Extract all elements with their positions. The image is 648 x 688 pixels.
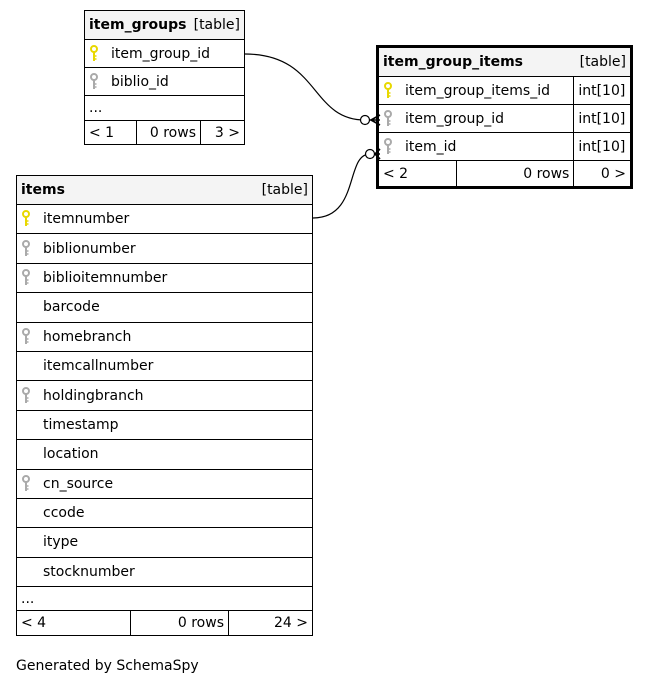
edge-items-to-item-group-items[interactable] (313, 149, 380, 218)
column-row[interactable] (17, 410, 313, 439)
column-row[interactable] (379, 133, 574, 161)
column-name: stocknumber (43, 563, 135, 580)
optional-circle-icon (361, 116, 370, 125)
row-count: 0 rows (131, 611, 229, 636)
parents-link[interactable]: < 1 (85, 121, 137, 145)
foreign-key-icon (383, 138, 405, 156)
column-name: biblioitemnumber (43, 269, 168, 286)
column-name: holdingbranch (43, 387, 144, 404)
edge-item-groups-to-item-group-items[interactable] (245, 54, 380, 125)
items-table[interactable] (16, 175, 313, 636)
table-type: [table] (261, 182, 308, 198)
more-columns: ... (17, 587, 313, 611)
column-name: barcode (43, 299, 100, 316)
column-row[interactable] (17, 322, 313, 351)
column-name: item_group_id (405, 110, 505, 127)
column-row[interactable] (17, 469, 313, 498)
foreign-key-icon (21, 387, 43, 405)
row-count: 0 rows (457, 161, 574, 187)
column-row[interactable] (17, 234, 313, 263)
foreign-key-icon (21, 328, 43, 346)
column-name: cn_source (43, 475, 114, 492)
foreign-key-icon (21, 475, 43, 493)
column-name: item_id (405, 138, 457, 155)
column-name: itype (43, 534, 79, 551)
foreign-key-icon (21, 240, 43, 258)
column-name: biblio_id (111, 73, 169, 90)
column-row[interactable] (17, 263, 313, 292)
column-row[interactable] (85, 68, 245, 96)
column-row[interactable] (17, 205, 313, 234)
primary-key-icon (21, 210, 43, 228)
column-row[interactable] (17, 293, 313, 322)
children-link[interactable]: 24 > (229, 611, 313, 636)
children-link[interactable]: 3 > (201, 121, 245, 145)
column-name: biblionumber (43, 240, 136, 257)
column-row[interactable] (17, 498, 313, 527)
item-group-items-table[interactable] (378, 47, 631, 187)
column-datatype: int[10] (574, 133, 631, 161)
column-row[interactable] (85, 40, 245, 68)
table-header (379, 48, 631, 77)
row-count: 0 rows (137, 121, 201, 145)
column-name: ccode (43, 505, 85, 522)
column-datatype: int[10] (574, 105, 631, 133)
table-name: item_groups (89, 17, 187, 33)
parents-link[interactable]: < 4 (17, 611, 131, 636)
column-name: item_group_id (111, 45, 211, 62)
primary-key-icon (383, 82, 405, 100)
more-columns: ... (85, 96, 245, 121)
column-datatype: int[10] (574, 77, 631, 105)
column-name: itemnumber (43, 211, 130, 228)
item-groups-table[interactable] (84, 10, 245, 145)
column-row[interactable] (17, 557, 313, 586)
column-name: timestamp (43, 416, 119, 433)
table-header (17, 176, 313, 205)
column-row[interactable] (17, 440, 313, 469)
column-name: item_group_items_id (405, 82, 550, 99)
column-row[interactable] (17, 528, 313, 557)
column-row[interactable] (379, 77, 574, 105)
column-row[interactable] (379, 105, 574, 133)
column-name: homebranch (43, 328, 132, 345)
table-name: item_group_items (383, 54, 524, 70)
table-type: [table] (193, 17, 240, 33)
foreign-key-icon (89, 73, 111, 91)
table-header (85, 11, 245, 40)
primary-key-icon (89, 45, 111, 63)
parents-link[interactable]: < 2 (379, 161, 457, 187)
column-row[interactable] (17, 381, 313, 410)
foreign-key-icon (383, 110, 405, 128)
table-type: [table] (579, 54, 626, 70)
column-name: itemcallnumber (43, 358, 154, 375)
optional-circle-icon (366, 150, 375, 159)
children-link[interactable]: 0 > (574, 161, 631, 187)
foreign-key-icon (21, 269, 43, 287)
table-name: items (21, 182, 65, 198)
generated-by-text: Generated by SchemaSpy (16, 658, 199, 674)
column-row[interactable] (17, 351, 313, 380)
column-name: location (43, 446, 99, 463)
